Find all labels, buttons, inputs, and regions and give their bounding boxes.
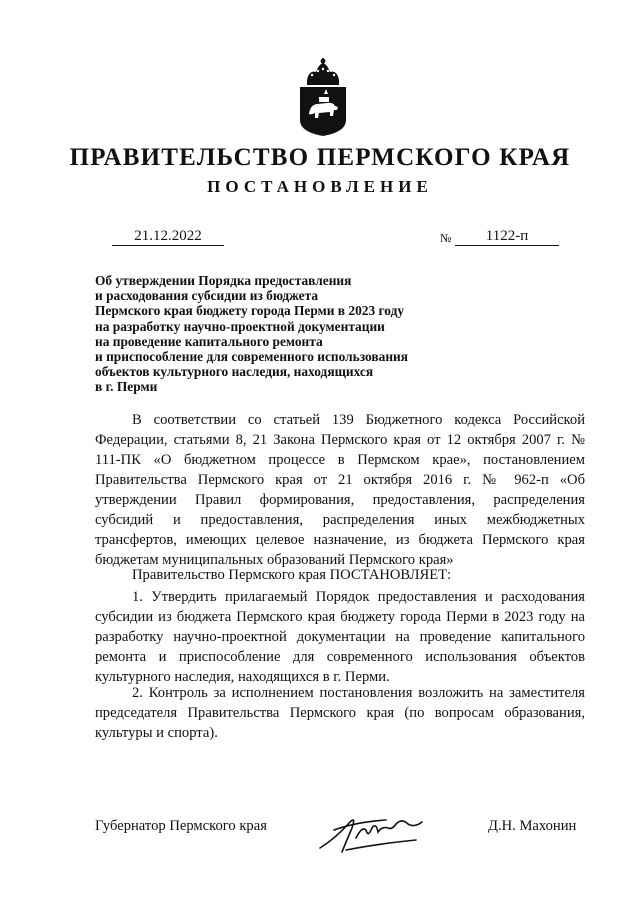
item-1-paragraph: 1. Утвердить прилагаемый Порядок предоставления и расходования субсидии из бюджета Пермского края бюджету города Перми в 2023 году на разработку научно-проектной документации на проведение капитального ремонта и приспособление для современного использования объектов культурного наследия, находящихся в г. Перми. xyxy=(95,589,585,685)
coat-of-arms-icon xyxy=(297,58,349,136)
subject-line: в г. Перми xyxy=(95,379,158,395)
document-number: 1122-п xyxy=(455,227,559,246)
document-date: 21.12.2022 xyxy=(112,227,224,246)
handwritten-signature xyxy=(316,808,426,856)
subject-line: и приспособление для современного использования xyxy=(95,349,409,365)
document-type: ПОСТАНОВЛЕНИЕ xyxy=(207,177,433,196)
subject-line: на проведение капитального ремонта xyxy=(95,333,323,349)
decree-line: Правительство Пермского края ПОСТАНОВЛЯЕТ: xyxy=(132,567,452,583)
subject-line: и расходования субсидии из бюджета xyxy=(95,288,319,304)
subject-line: Об утверждении Порядка предоставления xyxy=(95,273,352,288)
signatory-name: Д.Н. Махонин xyxy=(488,818,577,834)
subject-line: на разработку научно-проектной документации xyxy=(95,318,385,334)
subject-line: Пермского края бюджету города Перми в 2023 году xyxy=(95,303,405,319)
number-label: № xyxy=(440,231,452,245)
item-2-paragraph: 2. Контроль за исполнением постановления возложить на заместителя председателя Правительства Пермского края (по вопросам образования, культуры и спорта). xyxy=(95,685,585,741)
signatory-role: Губернатор Пермского края xyxy=(95,818,267,834)
government-title: ПРАВИТЕЛЬСТВО ПЕРМСКОГО КРАЯ xyxy=(69,144,571,171)
document-subject xyxy=(95,273,475,395)
preamble-paragraph: В соответствии со статьей 139 Бюджетного кодекса Российской Федерации, статьями 8, 21 Закона Пермского края от 12 октября 2007 г. № 111-ПК «О бюджетном процессе в Пермском крае», постановлением Правительства Пермского края от 21 октября 2016 г. № 962-п «Об утверждении Правил формирования, предоставления, распределения субсидий и предоставления, распределения иных межбюджетных трансфертов, имеющих целевое назначение, из бюджета Пермского края бюджетам муниципальных образований Пермского края» xyxy=(95,412,585,568)
subject-line: объектов культурного наследия, находящихся xyxy=(95,364,374,380)
